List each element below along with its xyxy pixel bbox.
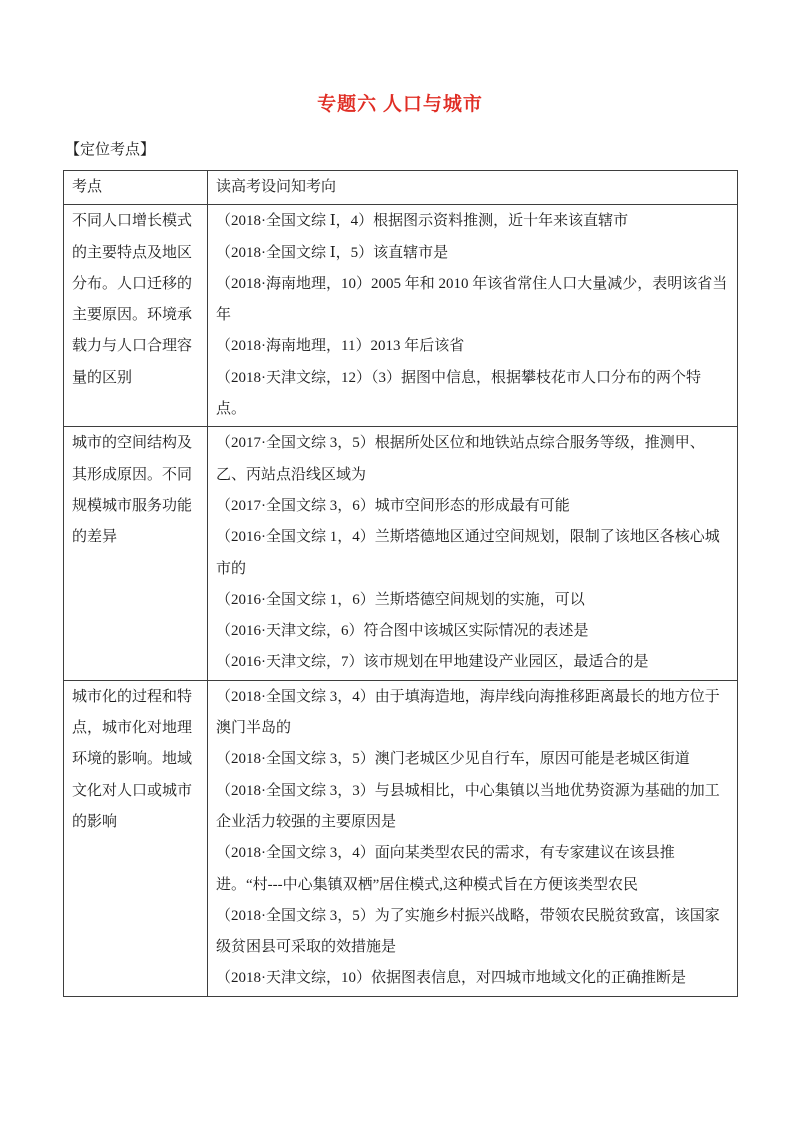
exam-points-table [63,170,738,997]
question-item: （2018·海南地理，10）2005 年和 2010 年该省常住人口大量减少，表明该省当年 [216,275,728,324]
question-item: （2017·全国文综 3，5）根据所处区位和地铁站点综合服务等级，推测甲、乙、丙站点沿线区域为 [216,435,705,483]
question-item: （2018·全国文综 Ⅰ，5）该直辖市是 [216,244,449,261]
question-item: （2018·天津文综，12）（3）据图中信息，根据攀枝花市人口分布的两个特点。 [216,369,701,418]
question-item: （2018·全国文综 3，4）由于填海造地，海岸线向海推移距离最长的地方位于澳门半岛的 [216,688,720,737]
question-item: （2017·全国文综 3，6）城市空间形态的形成最有可能 [216,497,570,514]
table-row [64,427,738,680]
question-item: （2018·全国文综 3，5）为了实施乡村振兴战略，带领农民脱贫致富，该国家级贫困县可采取的效措施是 [216,907,720,956]
question-item: （2016·全国文综 1，4）兰斯塔德地区通过空间规划，限制了该地区各核心城市的 [216,529,720,577]
question-item: （2016·天津文综，6）符合图中该城区实际情况的表述是 [216,623,589,640]
question-item: （2016·全国文综 1，6）兰斯塔德空间规划的实施，可以 [216,591,585,608]
topic-cell: 城市的空间结构及其形成原因。不同规模城市服务功能的差异 [64,427,208,680]
table-header-row [64,171,738,205]
column-header-topic: 考点 [64,171,208,205]
questions-cell [208,427,738,680]
question-item: （2018·全国文综 Ⅰ，4）根据图示资料推测，近十年来该直辖市 [216,213,629,230]
section-label: 【定位考点】 [65,142,156,158]
page-title: 专题六 人口与城市 [317,94,483,115]
question-item: （2018·海南地理，11）2013 年后该省 [216,338,465,355]
topic-cell: 城市化的过程和特点，城市化对地理环境的影响。地域文化对人口或城市的影响 [64,680,208,996]
table-body [64,205,738,996]
questions-cell [208,205,738,427]
table-row [64,680,738,996]
question-item: （2016·天津文综，7）该市规划在甲地建设产业园区，最适合的是 [216,654,649,671]
question-item: （2018·全国文综 3，4）面向某类型农民的需求，有专家建议在该县推进。“村---中心集镇双栖”居住模式,这种模式旨在方便该类型农民 [216,845,675,893]
question-item: （2018·全国文综 3，3）与县城相比，中心集镇以当地优势资源为基础的加工企业活力较强的主要原因是 [216,782,720,830]
table-row [64,205,738,427]
question-item: （2018·天津文综，10）依据图表信息，对四城市地域文化的正确推断是 [216,970,686,987]
topic-cell: 不同人口增长模式的主要特点及地区分布。人口迁移的主要原因。环境承载力与人口合理容量的区别 [64,205,208,427]
question-item: （2018·全国文综 3，5）澳门老城区少见自行车，原因可能是老城区街道 [216,751,690,768]
questions-cell [208,680,738,996]
column-header-questions: 读高考设问知考向 [208,171,738,205]
